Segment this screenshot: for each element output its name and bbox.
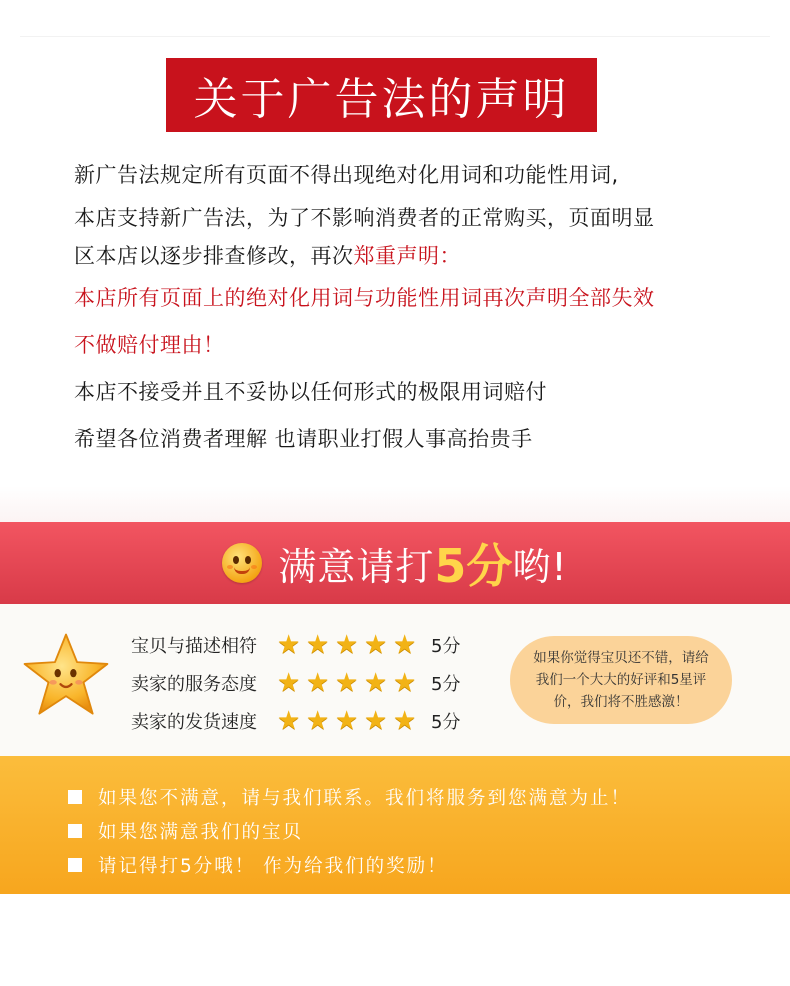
star-icon: ★ [277, 668, 301, 698]
star-icon: ★ [364, 706, 388, 736]
square-bullet-icon [68, 824, 82, 838]
rate-header-number: 5分 [434, 539, 513, 593]
notice-line-6: 本店不接受并且不妥协以任何形式的极限用词赔付 [74, 380, 547, 404]
star-icon: ★ [306, 668, 330, 698]
rating-rows [131, 626, 460, 740]
rating-label: 卖家的服务态度 [131, 674, 257, 695]
closing-panel [0, 756, 790, 894]
star-mascot-icon [20, 630, 112, 720]
closing-item-text: 如果您不满意，请与我们联系。我们将服务到您满意为止！ [98, 788, 632, 809]
notice-line-7: 希望各位消费者理解 也请职业打假人事高抬贵手 [74, 427, 533, 451]
closing-item [68, 780, 631, 814]
star-icon: ★ [393, 668, 417, 698]
rating-label: 宝贝与描述相符 [131, 636, 257, 657]
star-icon: ★ [393, 706, 417, 736]
rating-stars [277, 708, 429, 734]
star-icon: ★ [306, 706, 330, 736]
notice-line-2: 本店支持新广告法，为了不影响消费者的正常购买，页面明显 [74, 206, 655, 230]
notice-title: 关于广告法的声明 [193, 74, 570, 125]
rating-label: 卖家的发货速度 [131, 712, 257, 733]
rate-header-suffix: 哟! [512, 544, 568, 589]
rating-stars [277, 632, 429, 658]
notice-line-3 [74, 237, 734, 275]
smiley-icon [222, 543, 262, 583]
section-fade [0, 486, 790, 524]
star-icon: ★ [393, 630, 417, 660]
closing-list [68, 780, 631, 882]
closing-item [68, 814, 631, 848]
rate-header-banner [0, 522, 790, 604]
square-bullet-icon [68, 858, 82, 872]
top-divider [20, 36, 770, 37]
notice-line-5: 不做赔付理由！ [74, 333, 225, 357]
star-icon: ★ [306, 630, 330, 660]
star-icon: ★ [335, 668, 359, 698]
notice-title-banner [166, 58, 597, 132]
star-icon: ★ [364, 668, 388, 698]
closing-item [68, 848, 631, 882]
notice-line-3-text: 区本店以逐步排查修改，再次 [74, 244, 354, 268]
rating-score: 5分 [431, 674, 461, 695]
notice-emphasis: 郑重声明： [353, 244, 461, 268]
rate-header-text: 满意请打 [278, 544, 435, 589]
rating-row [131, 702, 460, 740]
review-request-text: 如果你觉得宝贝还不错，请给我们一个大大的好评和5星评价，我们将不胜感激！ [533, 650, 709, 710]
rating-row [131, 664, 460, 702]
square-bullet-icon [68, 790, 82, 804]
rating-panel [0, 604, 790, 756]
star-icon: ★ [277, 630, 301, 660]
rating-stars [277, 670, 429, 696]
notice-line-4: 本店所有页面上的绝对化用词与功能性用词再次声明全部失效 [74, 286, 655, 310]
star-icon: ★ [335, 630, 359, 660]
notice-line-1: 新广告法规定所有页面不得出现绝对化用词和功能性用词, [74, 163, 619, 187]
rating-score: 5分 [431, 712, 461, 733]
closing-item-text: 如果您满意我们的宝贝 [98, 822, 304, 843]
notice-statement [74, 152, 734, 463]
rating-score: 5分 [431, 636, 461, 657]
review-request-bubble [510, 636, 732, 724]
closing-item-text: 请记得打5分哦！ 作为给我们的奖励！ [98, 856, 448, 877]
star-icon: ★ [364, 630, 388, 660]
rating-row [131, 626, 460, 664]
star-icon: ★ [335, 706, 359, 736]
star-icon: ★ [277, 706, 301, 736]
